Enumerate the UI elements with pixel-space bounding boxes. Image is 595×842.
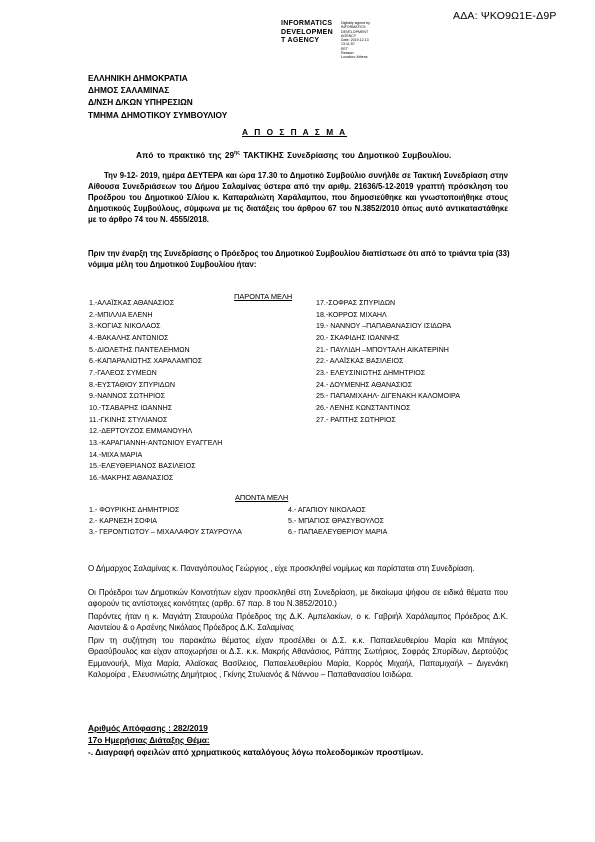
member-item: 14.-ΜΙΧΑ ΜΑΡΙΑ <box>89 450 143 459</box>
mayor-paragraph: Ο Δήμαρχος Σαλαμίνας κ. Παναγόπουλος Γεώργιος , είχε προσκληθεί νομίμως και παρίσταται στη Συνεδρίαση. <box>88 564 475 573</box>
header-line: ΔΗΜΟΣ ΣΑΛΑΜΙΝΑΣ <box>88 85 170 96</box>
member-item: 22.- ΑΛΑΪΣΚΑΣ ΒΑΣΙΛΕΙΟΣ <box>316 357 404 366</box>
member-item: 23.- ΕΛΕΥΣΙΝΙΩΤΗΣ ΔΗΜΗΤΡΙΟΣ <box>316 368 426 377</box>
member-item: 1.- ΦΟΥΡΙΚΗΣ ΔΗΜΗΤΡΙΟΣ <box>89 506 180 514</box>
member-item: 3.- ΓΕΡΟΝΤΙΩΤΟΥ – ΜΙΧΑΛΑΦΟΥ ΣΤΑΥΡΟΥΛΑ <box>89 528 242 537</box>
member-item: 10.-ΤΣΑΒΑΡΗΣ ΙΩΑΝΝΗΣ <box>89 403 173 412</box>
decision-subject: -. Διαγραφή οφειλών από χρηματικούς καταλόγους λόγω πολεοδομικών προστίμων. <box>88 747 424 757</box>
member-item: 27.- ΡΑΠΤΗΣ ΣΩΤΗΡΙΟΣ <box>316 415 396 424</box>
member-item: 1.-ΑΛΑΪΣΚΑΣ ΑΘΑΝΑΣΙΟΣ <box>89 299 175 307</box>
present-members-left <box>89 298 222 485</box>
present-presidents-paragraph: Παρόντες ήταν η κ. Μαγιάτη Σταυρούλα Πρόεδρος της Δ.Κ. Αμπελακίων, ο κ. Γαβριήλ Χαράλαμπος Πρόεδρος Δ.Κ. Αιαντείου & ο Αρσένης Νικόλαος Πρόεδρος Δ.Κ. Σαλαμίνας <box>88 612 508 633</box>
member-item: 4.- ΑΓΑΠΙΟΥ ΝΙΚΟΛΑΟΣ <box>288 506 366 514</box>
ada-code: ΑΔΑ: ΨΚΟ9Ω1Ε-Δ9Ρ <box>453 10 557 22</box>
header-line: ΕΛΛΗΝΙΚΗ ΔΗΜΟΚΡΑΤΙΑ <box>88 73 188 83</box>
header-line: ΤΜΗΜΑ ΔΗΜΟΤΙΚΟΥ ΣΥΜΒΟΥΛΙΟΥ <box>88 109 228 120</box>
discussion-paragraph: Πριν τη συζήτηση του παρακάτω θέματος είχαν προσέλθει οι Δ.Σ. κ.κ. Παπαελευθερίου Μαρία και Μπάγιος Θρασύβουλος και είχαν αποχωρήσει οι Δ.Σ. κ.κ. Μακρής Αθανάσιος, Ράπτης Σωτήριος, Σοφράς Σπυρίδων, Δερτούζος Εμμανουήλ, Μίχα Μαρία, Αλαϊσκας Βασίλειος, Παπαελευθερίου Μαρία, Κορρός Μιχαήλ, Παπαμιχαήλ – Διγενάκη Καλομοίρα , Ελευσινιώτης Δημήτριος , Γκίνης Στυλιανός & Νάννου – Παπαθανασίου Ισιδώρα. <box>88 636 508 679</box>
member-item: 26.- ΛΕΝΗΣ ΚΩΝΣΤΑΝΤΙΝΟΣ <box>316 403 411 412</box>
member-item: 3.-ΚΟΓΙΑΣ ΝΙΚΟΛΑΟΣ <box>89 322 161 331</box>
member-item: 11.-ΓΚΙΝΗΣ ΣΤΥΛΙΑΝΟΣ <box>89 415 168 424</box>
present-members-right <box>316 298 460 426</box>
member-item: 17.-ΣΟΦΡΑΣ ΣΠΥΡΙΔΩΝ <box>316 299 396 307</box>
member-item: 21.- ΠΑΥΛΙΔΗ –ΜΠΟΥΤΑΛΗ ΑΙΚΑΤΕΡΙΝΗ <box>316 345 449 354</box>
member-item: 24.- ΔΟΥΜΕΝΗΣ ΑΘΑΝΑΣΙΟΣ <box>316 380 413 389</box>
document-title: Α Π Ο Σ Π Α Σ Μ Α <box>242 127 348 137</box>
member-item: 16.-ΜΑΚΡΗΣ ΑΘΑΝΑΣΙΟΣ <box>89 473 174 482</box>
absent-members-title: ΑΠΟΝΤΑ ΜΕΛΗ <box>235 493 289 502</box>
decision-number: Αριθμός Απόφασης : 282/2019 <box>88 723 208 733</box>
member-item: 20.- ΣΚΑΦΙΔΗΣ ΙΩΑΝΝΗΣ <box>316 333 400 342</box>
member-item: 25.- ΠΑΠΑΜΙΧΑΗΛ- ΔΙΓΕΝΑΚΗ ΚΑΛΟΜΟΙΡΑ <box>316 392 460 401</box>
agenda-item: 17ο Ημερήσιας Διάταξης Θέμα: <box>88 735 210 745</box>
digital-signature-stamp <box>281 20 370 60</box>
member-item: 12.-ΔΕΡΤΟΥΖΟΣ ΕΜΜΑΝΟΥΗΛ <box>89 427 193 436</box>
stamp-name: INFORMATICS DEVELOPMEN T AGENCY <box>281 20 334 45</box>
member-item: 2.-ΜΠΙΛΛΙΑ ΕΛΕΝΗ <box>89 310 153 319</box>
authority-header <box>88 72 227 121</box>
decision-block <box>88 722 423 758</box>
member-item: 15.-ΕΛΕΥΘΕΡΙΑΝΟΣ ΒΑΣΙΛΕΙΟΣ <box>89 462 196 471</box>
member-item: 5.- ΜΠΑΓΙΟΣ ΘΡΑΣΥΒΟΥΛΟΣ <box>288 517 385 526</box>
member-item: 18.-ΚΟΡΡΟΣ ΜΙΧΑΗΛ <box>316 310 387 319</box>
quorum-paragraph: Πριν την έναρξη της Συνεδρίασης ο Πρόεδρος του Δημοτικού Συμβουλίου διαπίστωσε ότι από το τριάντα τρία (33) νόμιμα μέλη του Δημοτικού Συμβουλίου ήταν: <box>88 249 510 270</box>
member-item: 8.-ΕΥΣΤΑΘΙΟΥ ΣΠΥΡΙΔΩΝ <box>89 380 175 389</box>
community-presidents-paragraph: Οι Πρόεδροι των Δημοτικών Κοινοτήτων είχαν προσκληθεί στη Συνεδρίαση, με δικαίωμα ψήφου σε ειδικά θέματα που αφορούν τις αντίστοιχες κοινότητες (αρθρ. 67 παρ. 8 του Ν.3852/2010.) <box>88 588 508 609</box>
stamp-details: Digitally signed by INFORMATICS DEVELOPMENT AGENCY Date: 2019.12.13 13:11:57 EET Reason: Location: Athens <box>341 21 370 60</box>
absent-members-left <box>89 505 242 539</box>
member-item: 6.- ΠΑΠΑΕΛΕΥΘΕΡΙΟΥ ΜΑΡΙΑ <box>288 528 388 537</box>
document-subtitle: Από το πρακτικό της $29^{\eta\varsigma}$ ΤΑΚΤΙΚΗΣ Συνεδρίασης του Δημοτικού Συμβουλίου. <box>136 150 452 160</box>
member-item: 19.- ΝΑΝΝΟΥ –ΠΑΠΑΘΑΝΑΣΙΟΥ ΙΣΙΔΩΡΑ <box>316 322 452 331</box>
absent-members-right <box>288 505 387 539</box>
member-item: 6.-ΚΑΠΑΡΑΛΙΩΤΗΣ ΧΑΡΑΛΑΜΠΟΣ <box>89 357 203 366</box>
member-item: 2.- ΚΑΡΝΕΣΗ ΣΟΦΙΑ <box>89 517 158 526</box>
member-item: 7.-ΓΑΛΕΟΣ ΣΥΜΕΩΝ <box>89 368 157 377</box>
member-item: 9.-ΝΑΝΝΟΣ ΣΩΤΗΡΙΟΣ <box>89 392 166 401</box>
intro-paragraph: Την 9-12- 2019, ημέρα ΔΕΥΤΕΡΑ και ώρα 17.30 το Δημοτικό Συμβούλιο συνήλθε σε Τακτική Συνεδρίαση στην Αίθουσα Συνεδριάσεων του Δήμου Σαλαμίνας ύστερα από την αριθμ. 21636/5-12-2019 γραπτή πρόσκληση του Προέδρου του Δημοτικού Σ/λίου κ. Καπαραλιώτη Χαράλαμπου, που δημοσιεύθηκε και γνωστοποιήθηκε στους Δημοτικούς Συμβούλους, σύμφωνα με τις διατάξεις του άρθρου 67 του Ν.3852/2010 όπως αυτό αντικαταστάθηκε με το άρθρο 74 του Ν. 4555/2018. <box>88 171 508 225</box>
header-line: Δ/ΝΣΗ Δ/ΚΩΝ ΥΠΗΡΕΣΙΩΝ <box>88 97 193 108</box>
member-item: 13.-ΚΑΡΑΓΙΑΝΝΗ-ΑΝΤΩΝΙΟΥ ΕΥΑΓΓΕΛΗ <box>89 438 223 447</box>
member-item: 5.-ΔΙΟΛΕΤΗΣ ΠΑΝΤΕΛΕΗΜΩΝ <box>89 345 190 354</box>
member-item: 4.-ΒΑΚΑΛΗΣ ΑΝΤΩΝΙΟΣ <box>89 333 169 342</box>
present-members-title: ΠΑΡΟΝΤΑ ΜΕΛΗ <box>234 292 293 301</box>
